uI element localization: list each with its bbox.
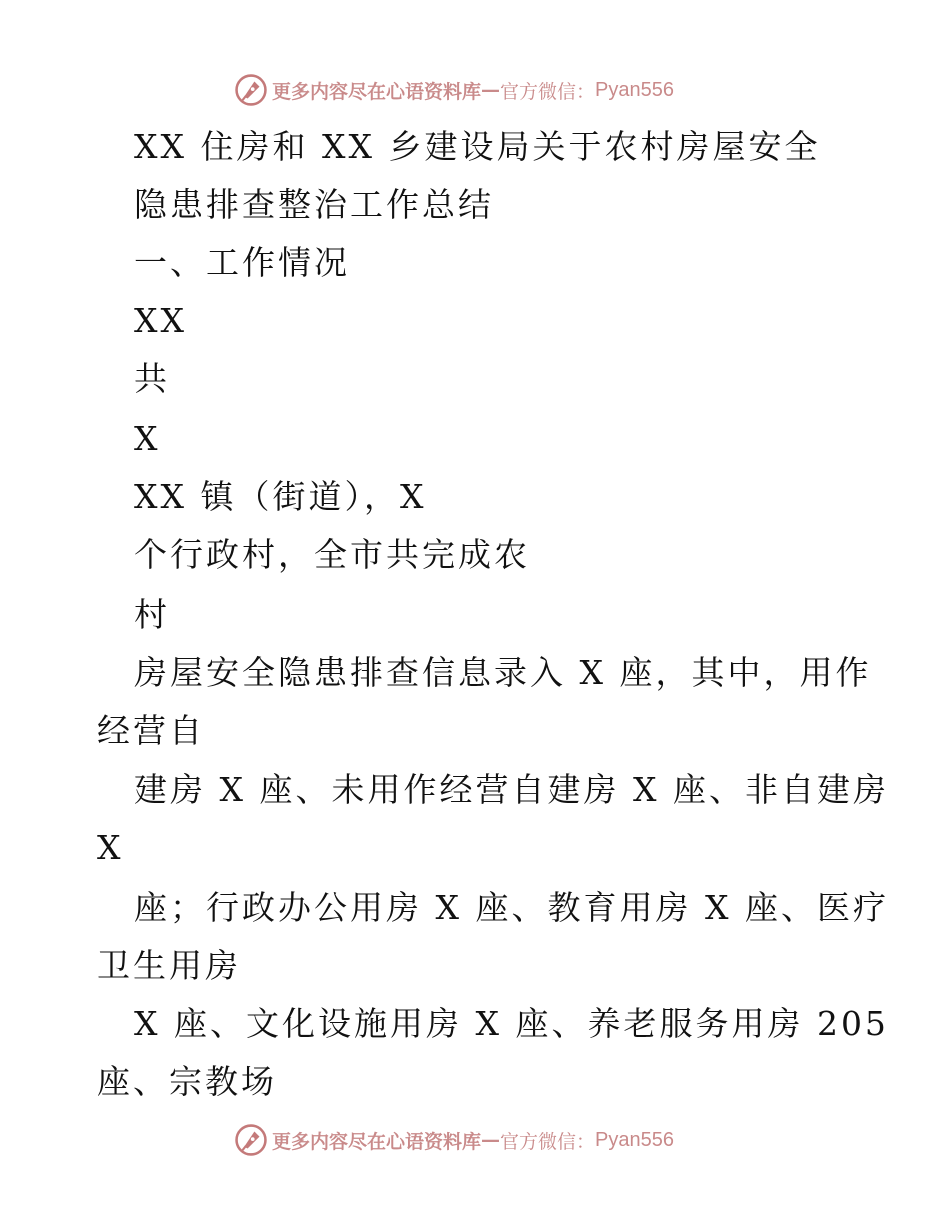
paragraph-line: X [134, 419, 161, 458]
watermark-wechat-id: Pyan556 [595, 1128, 674, 1151]
watermark-wechat-id: Pyan556 [595, 78, 674, 101]
section-heading: 一、工作情况 [134, 243, 350, 282]
paragraph-line: 村 [134, 595, 170, 634]
watermark-separator: — [481, 79, 501, 101]
paragraph-line: 房屋安全隐患排查信息录入 X 座，其中，用作 [134, 653, 872, 692]
document-title-line-2: 隐患排查整治工作总结 [134, 185, 494, 224]
pen-nib-logo-icon [234, 73, 268, 107]
watermark-text: 更多内容尽在心语资料库 [272, 80, 482, 103]
watermark-wechat-label: 官方微信： [500, 1130, 596, 1153]
document-title-line-1: XX 住房和 XX 乡建设局关于农村房屋安全 [134, 127, 821, 166]
paragraph-line: 座；行政办公用房 X 座、教育用房 X 座、医疗 [134, 888, 889, 927]
watermark-text: 更多内容尽在心语资料库 [272, 1130, 482, 1153]
paragraph-line: 经营自 [97, 711, 205, 750]
watermark-banner-bottom [234, 1122, 714, 1158]
pen-nib-logo-icon [234, 1123, 268, 1157]
paragraph-line: 共 [134, 359, 170, 398]
watermark-separator: — [481, 1129, 501, 1151]
paragraph-line: 个行政村，全市共完成农 [134, 535, 530, 574]
paragraph-line: X 座、文化设施用房 X 座、养老服务用房 205 [134, 1004, 889, 1043]
paragraph-line: 座、宗教场 [97, 1062, 277, 1101]
watermark-banner-top [234, 72, 714, 108]
paragraph-line: XX [134, 301, 187, 340]
paragraph-line: X [97, 828, 124, 867]
paragraph-line: 建房 X 座、未用作经营自建房 X 座、非自建房 [134, 770, 889, 809]
watermark-wechat-label: 官方微信： [500, 80, 596, 103]
paragraph-line: 卫生用房 [97, 946, 241, 985]
paragraph-line: XX 镇（街道），X [134, 477, 427, 516]
